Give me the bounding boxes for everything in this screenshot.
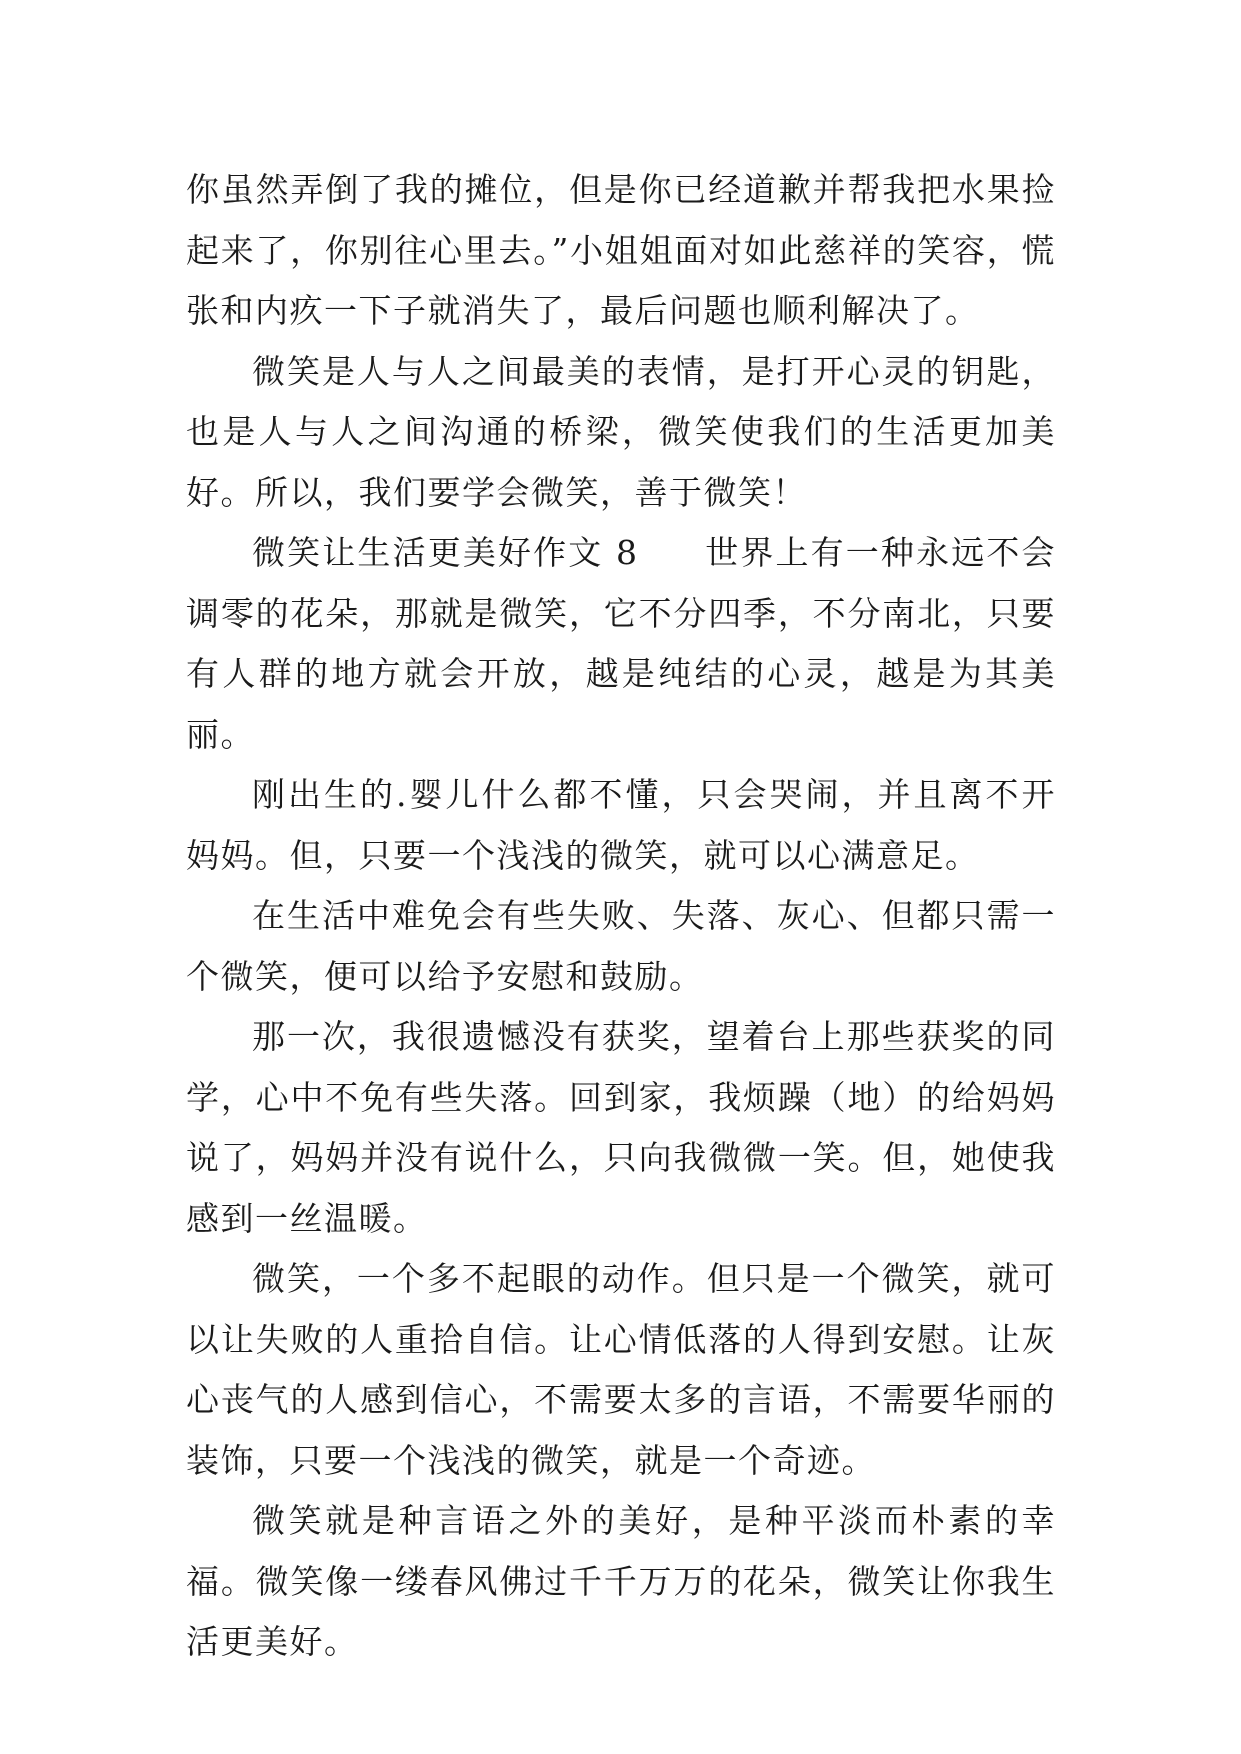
paragraph: 那一次，我很遗憾没有获奖，望着台上那些获奖的同学，心中不免有些失落。回到家，我烦躁（地）的给妈妈说了，妈妈并没有说什么，只向我微微一笑。但，她使我感到一丝温暖。 xyxy=(186,1017,1056,1238)
paragraph: 微笑，一个多不起眼的动作。但只是一个微笑，就可以让失败的人重拾自信。让心情低落的人得到安慰。让灰心丧气的人感到信心，不需要太多的言语，不需要华丽的装饰，只要一个浅浅的微笑，就是一个奇迹。 xyxy=(186,1259,1056,1480)
document-body xyxy=(186,160,1056,1673)
section-heading-paragraph xyxy=(186,523,1056,765)
paragraph: 在生活中难免会有些失败、失落、灰心、但都只需一个微笑，便可以给予安慰和鼓励。 xyxy=(186,896,1056,996)
section-first-paragraph: 世界上有一种永远不会调零的花朵，那就是微笑，它不分四季，不分南北，只要有人群的地方就会开放，越是纯结的心灵，越是为其美丽。 xyxy=(186,533,1056,754)
paragraph-continued: 你虽然弄倒了我的摊位，但是你已经道歉并帮我把水果捡起来了，你别往心里去。”小姐姐面对如此慈祥的笑容，慌张和内疚一下子就消失了，最后问题也顺利解决了。 xyxy=(186,170,1056,330)
paragraph: 微笑是人与人之间最美的表情，是打开心灵的钥匙，也是人与人之间沟通的桥梁，微笑使我们的生活更加美好。所以，我们要学会微笑，善于微笑！ xyxy=(186,351,1056,512)
section-title: 微笑让生活更美好作文 8 xyxy=(252,533,639,572)
paragraph: 刚出生的.婴儿什么都不懂，只会哭闹，并且离不开妈妈。但，只要一个浅浅的微笑，就可以心满意足。 xyxy=(186,775,1056,875)
paragraph: 微笑就是种言语之外的美好，是种平淡而朴素的幸福。微笑像一缕春风佛过千千万万的花朵，微笑让你我生活更美好。 xyxy=(186,1501,1056,1661)
